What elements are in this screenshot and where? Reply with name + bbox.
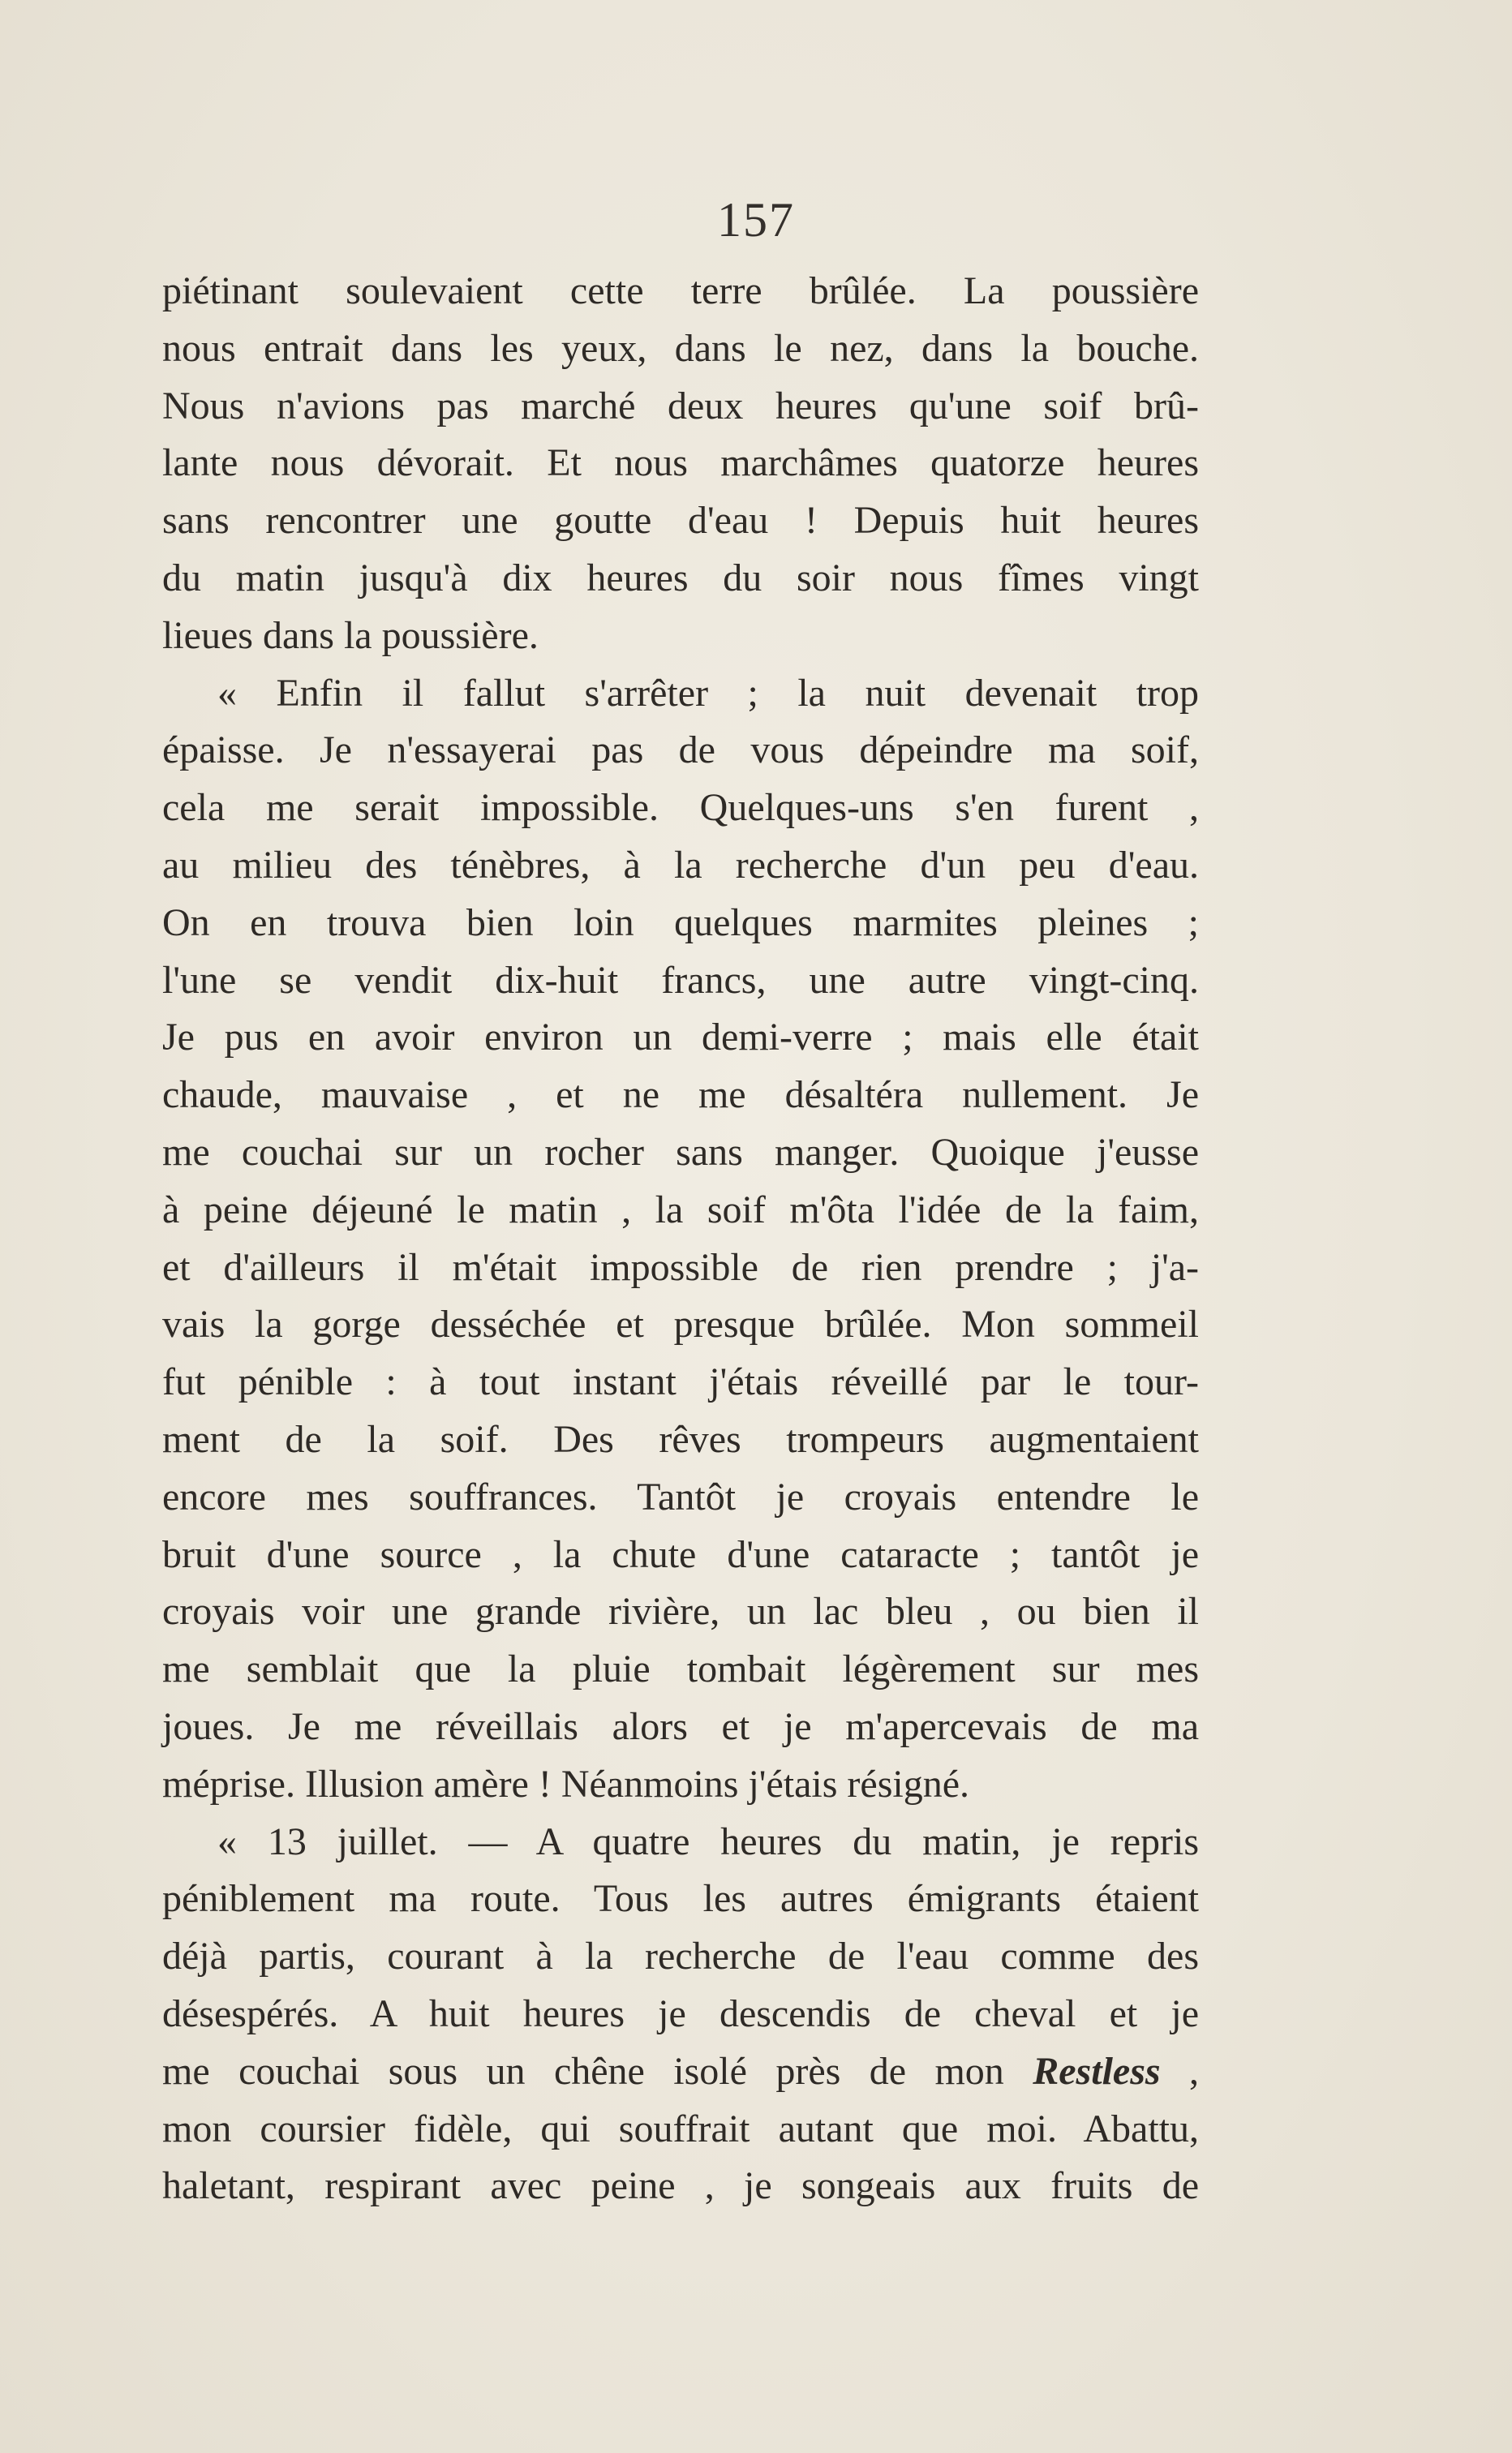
text-line: Je pus en avoir environ un demi-verre ; mais elle était	[162, 1016, 1199, 1059]
text-line: au milieu des ténèbres, à la recherche d'un peu d'eau.	[162, 843, 1199, 887]
text-line: péniblement ma route. Tous les autres émigrants étaient	[162, 1877, 1199, 1921]
text-line: haletant, respirant avec peine , je songeais aux fruits de	[162, 2164, 1199, 2208]
text-line: vais la gorge desséchée et presque brûlée. Mon sommeil	[162, 1303, 1199, 1347]
text-line: bruit d'une source , la chute d'une cataracte ; tantôt je	[162, 1532, 1199, 1576]
text-line: sans rencontrer une goutte d'eau ! Depuis huit heures	[162, 499, 1199, 543]
text-line: épaisse. Je n'essayerai pas de vous dépeindre ma soif,	[162, 728, 1199, 772]
text-line: joues. Je me réveillais alors et je m'apercevais de ma	[162, 1704, 1199, 1748]
text-line: me couchai sur un rocher sans manger. Quoique j'eusse	[162, 1130, 1199, 1174]
text-line: mon coursier fidèle, qui souffrait autant que moi. Abattu,	[162, 2107, 1199, 2150]
text-line: « 13 juillet. — A quatre heures du matin, je repris	[217, 1819, 1199, 1863]
text-line: me couchai sous un chêne isolé près de mon Restless ,	[162, 2049, 1199, 2093]
text-line: désespérés. A huit heures je descendis de cheval et je	[162, 1991, 1199, 2035]
text-line: me semblait que la pluie tombait légèrement sur mes	[162, 1648, 1199, 1691]
text-line: piétinant soulevaient cette terre brûlée. La poussière	[162, 269, 1199, 312]
text-line: cela me serait impossible. Quelques-uns s'en furent ,	[162, 786, 1199, 830]
page-number: 157	[717, 193, 795, 247]
text-line: l'une se vendit dix-huit francs, une autre vingt-cinq.	[162, 958, 1199, 1002]
text-line: fut pénible : à tout instant j'étais réveillé par le tour-	[162, 1360, 1199, 1404]
text-line: à peine déjeuné le matin , la soif m'ôta l'idée de la faim,	[162, 1188, 1199, 1231]
text-line: « Enfin il fallut s'arrêter ; la nuit devenait trop	[217, 671, 1199, 715]
text-line: méprise. Illusion amère ! Néanmoins j'étais résigné.	[162, 1762, 970, 1806]
text-line: nous entrait dans les yeux, dans le nez, dans la bouche.	[162, 326, 1199, 370]
text-line: lante nous dévorait. Et nous marchâmes quatorze heures	[162, 441, 1199, 485]
text-line: chaude, mauvaise , et ne me désaltéra nullement. Je	[162, 1073, 1199, 1117]
text-line: encore mes souffrances. Tantôt je croyais entendre le	[162, 1475, 1199, 1519]
horse-name: Restless	[1033, 2049, 1161, 2093]
body-text	[162, 263, 1199, 2215]
text-line: lieues dans la poussière.	[162, 613, 539, 657]
text-line: Nous n'avions pas marché deux heures qu'une soif brû-	[162, 384, 1199, 427]
text-line: On en trouva bien loin quelques marmites pleines ;	[162, 900, 1199, 944]
text-line: croyais voir une grande rivière, un lac bleu , ou bien il	[162, 1590, 1199, 1634]
text-line: et d'ailleurs il m'était impossible de rien prendre ; j'a-	[162, 1245, 1199, 1289]
text-line: ment de la soif. Des rêves trompeurs augmentaient	[162, 1417, 1199, 1461]
text-line: du matin jusqu'à dix heures du soir nous fîmes vingt	[162, 556, 1199, 599]
text-line: déjà partis, courant à la recherche de l'eau comme des	[162, 1935, 1199, 1978]
